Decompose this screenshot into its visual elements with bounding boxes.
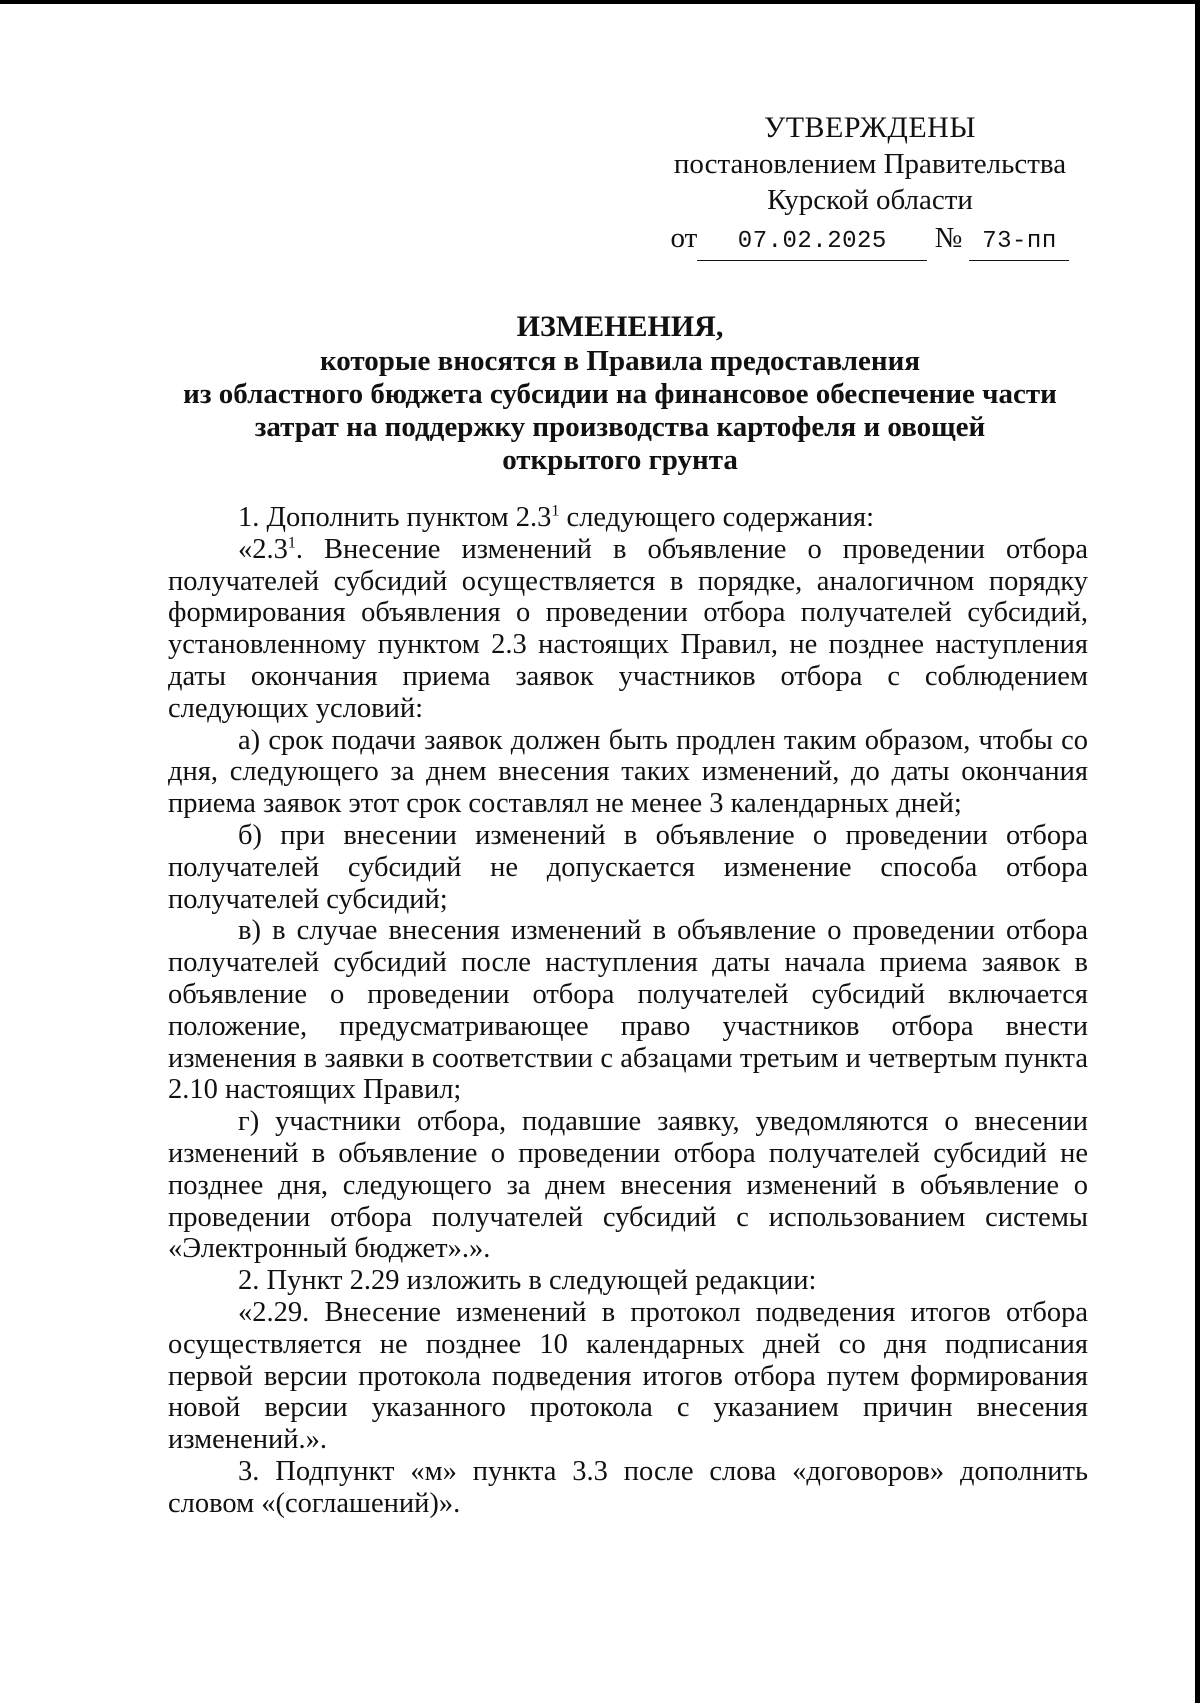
- number-value: 73-пп: [982, 228, 1057, 255]
- document-body: [168, 502, 1088, 1520]
- scan-border-top: [0, 0, 1200, 4]
- paragraph-item-v: в) в случае внесения изменений в объявление о проведении отбора получателей субсидий после наступления даты начала приема заявок в объявление о проведении отбора получателей субсидий включается положение, предусматривающее право участников отбора внести изменения в заявки в соответствии с абзацами третьим и четвертым пункта 2.10 настоящих Правил;: [168, 915, 1088, 1106]
- heading-line-3: затрат на поддержку производства картофеля и овощей: [254, 411, 986, 443]
- document-heading: [160, 310, 1080, 477]
- date-prefix: от: [670, 222, 698, 254]
- date-value: 07.02.2025: [737, 228, 887, 255]
- date-field: [697, 220, 927, 261]
- approval-date-line: [660, 220, 1080, 261]
- approval-line-1: постановлением Правительства: [673, 148, 1067, 180]
- heading-line-1: которые вносятся в Правила предоставления: [319, 345, 921, 377]
- paragraph-2-superscript: 1: [287, 534, 296, 552]
- paragraph-item-g: г) участники отбора, подавшие заявку, уведомляются о внесении изменений в объявление о проведении отбора получателей субсидий не позднее дня, следующего за днем внесения изменений в объявление о проведении отбора получателей субсидий с использованием системы «Электронный бюджет».».: [168, 1106, 1088, 1265]
- paragraph-2-text: «2.3: [238, 533, 288, 565]
- heading-title: ИЗМЕНЕНИЯ,: [516, 310, 724, 343]
- paragraph-1: [168, 502, 1088, 534]
- paragraph-1-text: 1. Дополнить пунктом 2.3: [238, 502, 552, 533]
- scan-border-right: [1195, 0, 1200, 1703]
- paragraph-item-b: б) при внесении изменений в объявление о проведении отбора получателей субсидий не допускается изменение способа отбора получателей субсидий;: [168, 819, 1088, 915]
- paragraph-item-a: а) срок подачи заявок должен быть продлен таким образом, чтобы со дня, следующего за днем внесения таких изменений, до даты окончания приема заявок этот срок составлял не менее 3 календарных дней;: [168, 724, 1088, 820]
- paragraph-2-29-text: «2.29. Внесение изменений в протокол подведения итогов отбора осуществляется не позднее 10 календарных дней со дня подписания первой версии протокола подведения итогов отбора путем формирования новой версии указанного протокола с указанием причин внесения изменений.».: [168, 1296, 1088, 1456]
- paragraph-1-text-end: следующего содержания:: [559, 502, 875, 533]
- paragraph-3: 3. Подпункт «м» пункта 3.3 после слова «договоров» дополнить словом «(соглашений)».: [168, 1455, 1088, 1519]
- approval-line-2: Курской области: [767, 184, 973, 216]
- paragraph-2-text-end: . Внесение изменений в объявление о проведении отбора получателей субсидий осуществляется в порядке, аналогичном порядку формирования объявления о проведении отбора получателей субсидий, установленному пунктом 2.3 настоящих Правил, не позднее наступления даты окончания приема заявок участников отбора с соблюдением следующих условий:: [168, 533, 1088, 724]
- number-field: [969, 220, 1069, 261]
- paragraph-1-superscript: 1: [551, 502, 560, 520]
- approval-block: [660, 110, 1080, 261]
- approval-title: УТВЕРЖДЕНЫ: [763, 111, 977, 144]
- paragraph-2: [168, 534, 1088, 725]
- heading-line-4: открытого грунта: [502, 444, 738, 476]
- heading-line-2: из областного бюджета субсидии на финансовое обеспечение части: [183, 378, 1057, 410]
- number-prefix: №: [934, 222, 963, 254]
- paragraph-2-29-intro: 2. Пункт 2.29 изложить в следующей редакции:: [238, 1265, 817, 1297]
